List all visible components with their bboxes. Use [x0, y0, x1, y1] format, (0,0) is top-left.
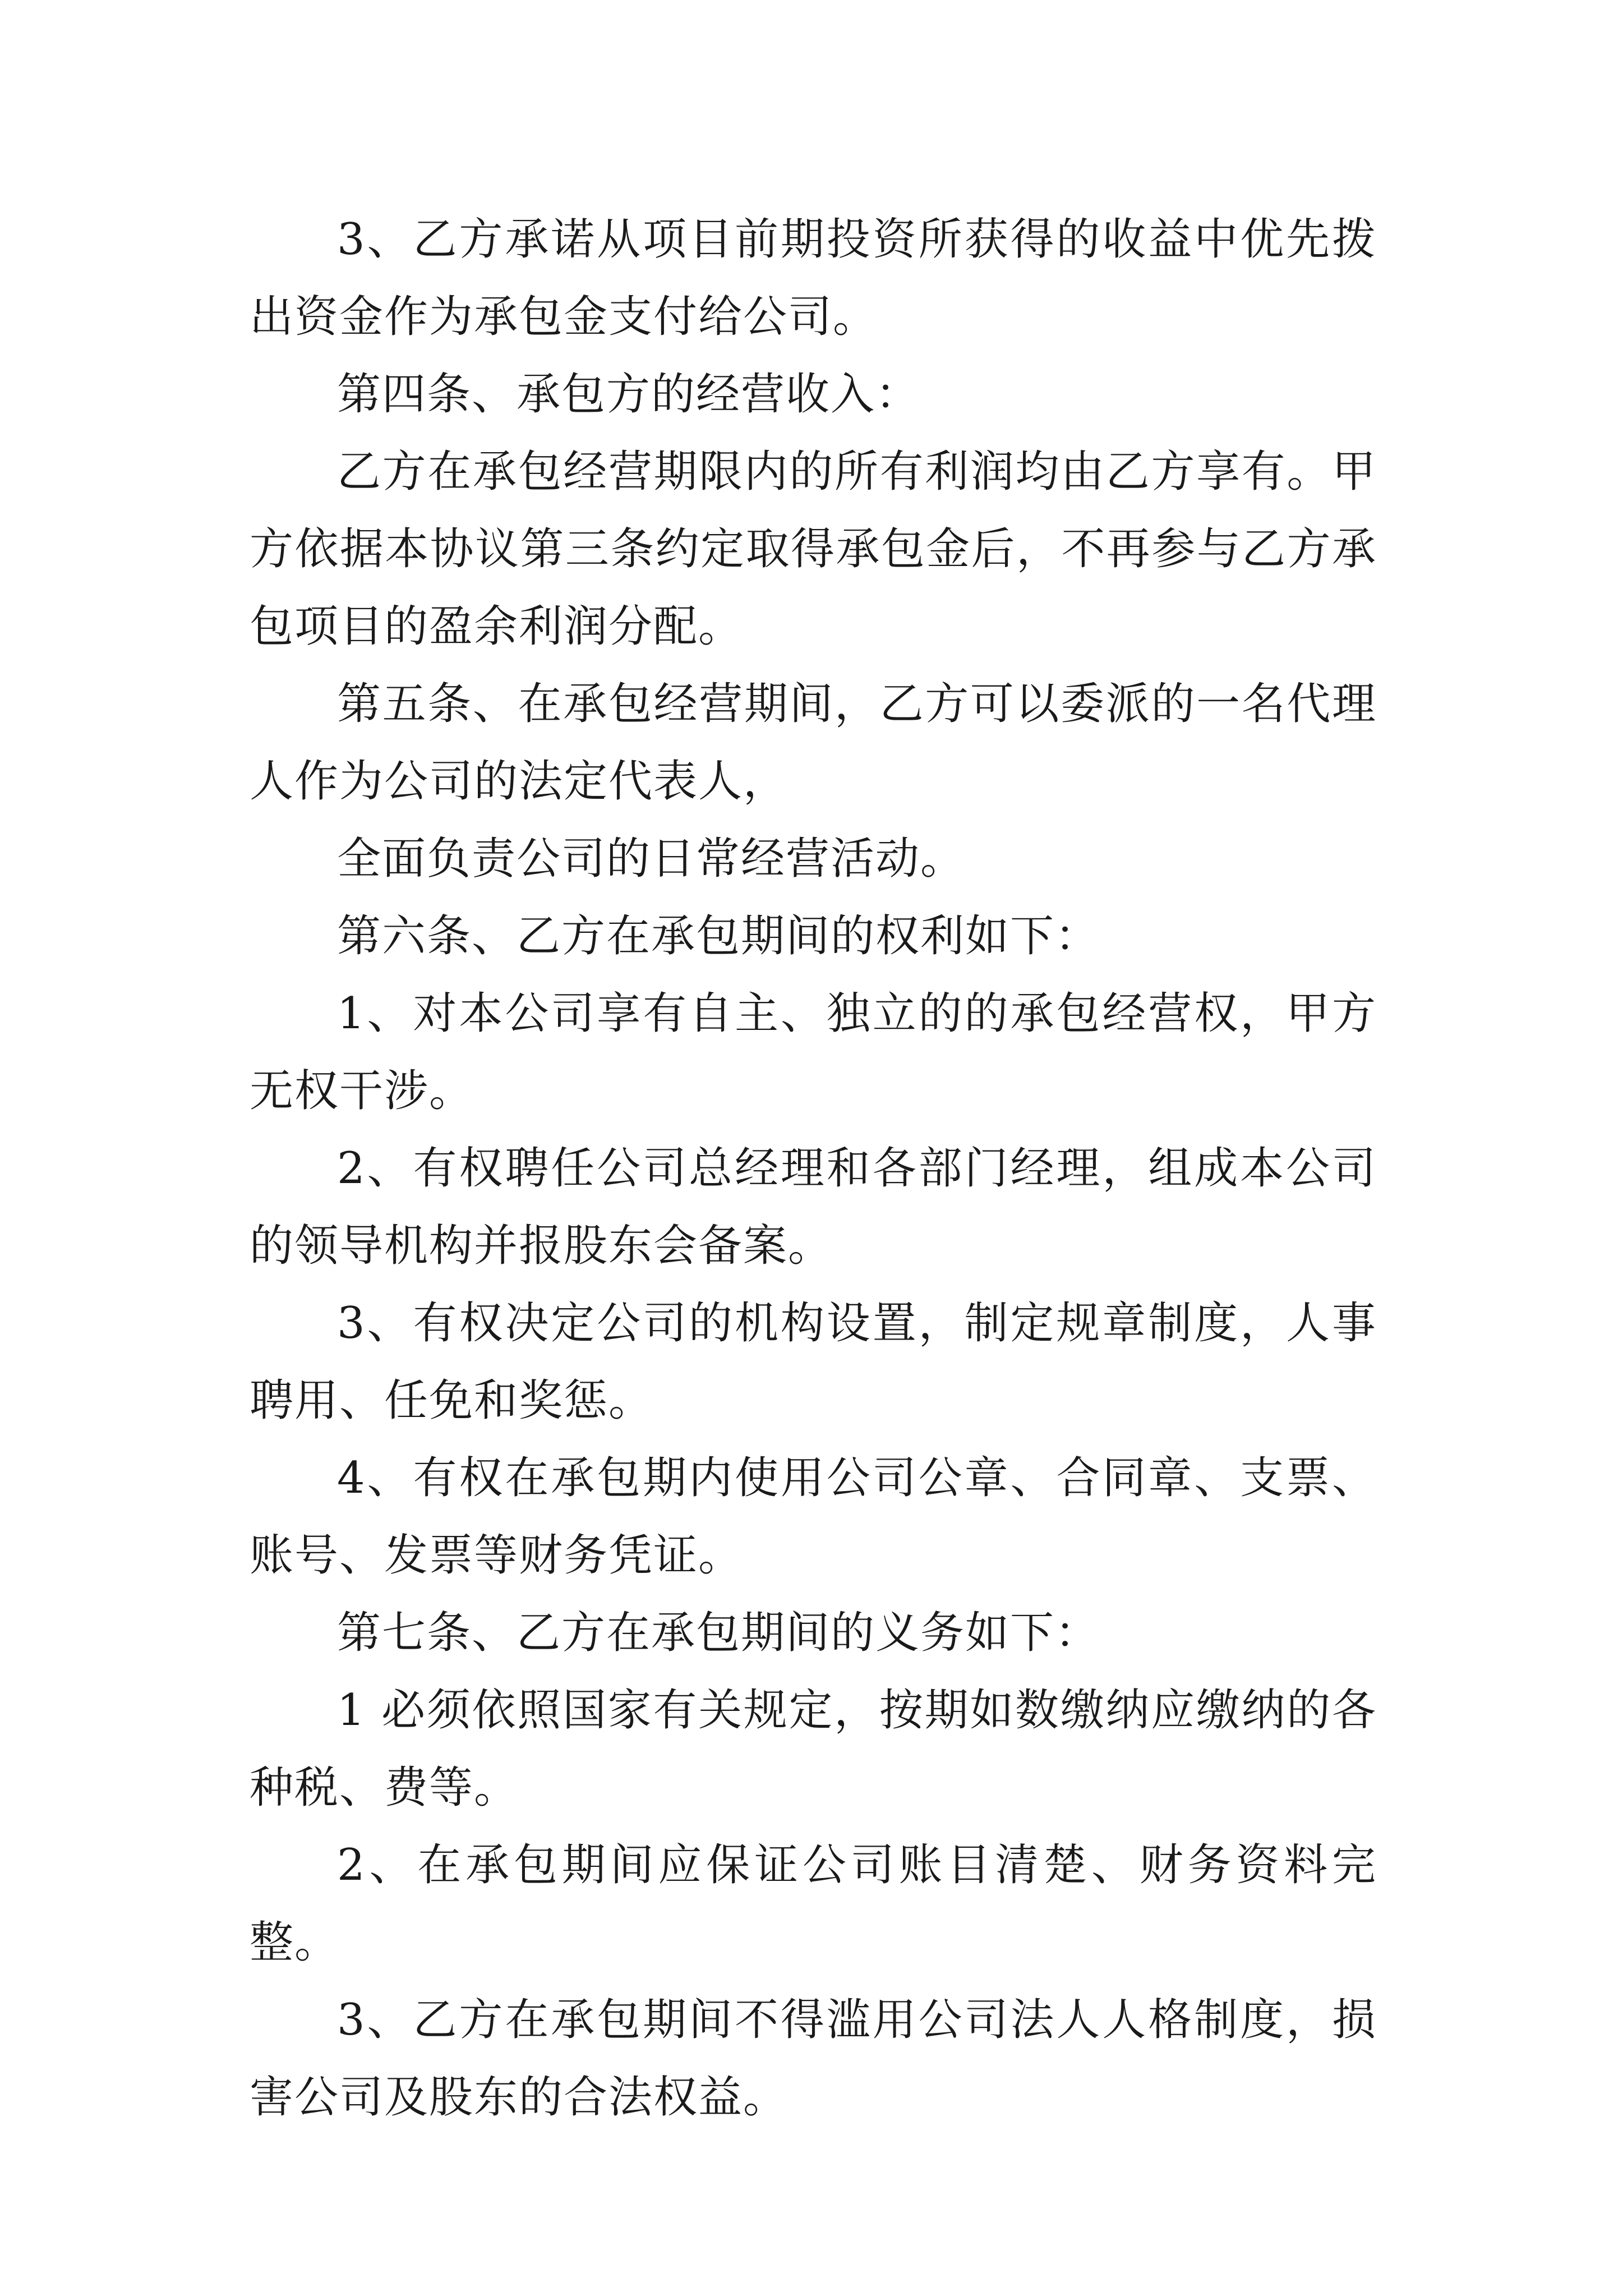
heading-article-6: 第六条、乙方在承包期间的权利如下： [337, 911, 1100, 961]
paragraph-article-5-body: 全面负责公司的日常经营活动。 [337, 834, 966, 884]
paragraph-article-6-item-4: 4、有权在承包期内使用公司公章、合同章、支票、账号、发票等财务凭证。 [250, 1453, 1377, 1581]
paragraph-article-6-item-1: 1、对本公司享有自主、独立的的承包经营权，甲方无权干涉。 [250, 988, 1377, 1116]
paragraph-article-7-item-3: 3、乙方在承包期间不得滥用公司法人人格制度，损害公司及股东的合法权益。 [250, 1995, 1377, 2123]
paragraph-clause-3-3: 3、乙方承诺从项目前期投资所获得的收益中优先拨出资金作为承包金支付给公司。 [250, 214, 1377, 342]
paragraph-article-6-item-2: 2、有权聘任公司总经理和各部门经理，组成本公司的领导机构并报股东会备案。 [250, 1143, 1377, 1271]
heading-article-7: 第七条、乙方在承包期间的义务如下： [337, 1608, 1100, 1658]
paragraph-article-7-item-2: 2、在承包期间应保证公司账目清楚、财务资料完整。 [250, 1840, 1377, 1968]
heading-article-4: 第四条、承包方的经营收入： [337, 369, 921, 420]
heading-article-5: 第五条、在承包经营期间，乙方可以委派的一名代理人作为公司的法定代表人， [250, 679, 1377, 807]
paragraph-article-4-body: 乙方在承包经营期限内的所有利润均由乙方享有。甲方依据本协议第三条约定取得承包金后，不再参与乙方承包项目的盈余利润分配。 [250, 447, 1377, 652]
paragraph-article-7-item-1: 1 必须依照国家有关规定，按期如数缴纳应缴纳的各种税、费等。 [250, 1685, 1377, 1813]
paragraph-article-6-item-3: 3、有权决定公司的机构设置，制定规章制度，人事聘用、任免和奖惩。 [250, 1298, 1377, 1426]
document-body [250, 201, 1377, 2136]
